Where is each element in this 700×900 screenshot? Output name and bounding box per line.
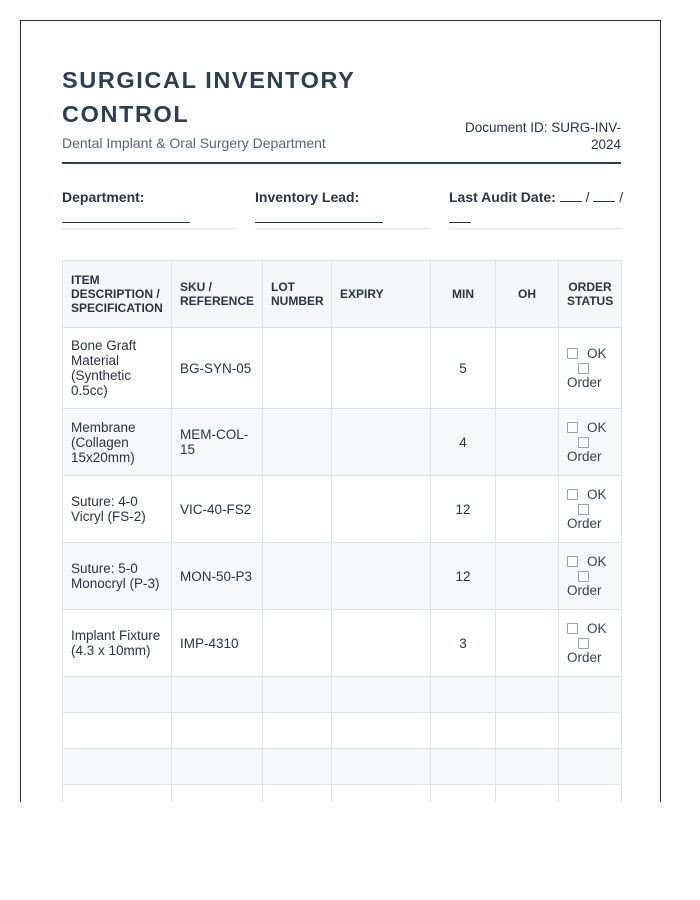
blank-cell[interactable] [496, 713, 559, 749]
order-checkbox[interactable] [578, 437, 589, 448]
blank-cell[interactable] [172, 749, 263, 785]
table-header-row [63, 261, 622, 328]
order-label: Order [567, 449, 602, 464]
field-underline [62, 228, 237, 229]
table-row [63, 476, 622, 543]
order-label: Order [567, 375, 602, 390]
blank-cell[interactable] [431, 713, 496, 749]
expiry-cell[interactable] [332, 610, 431, 677]
lot-cell[interactable] [263, 409, 332, 476]
page-subtitle: Dental Implant & Oral Surgery Department [62, 135, 326, 151]
blank-table-row [63, 713, 622, 749]
blank-cell[interactable] [63, 749, 172, 785]
expiry-cell[interactable] [332, 328, 431, 409]
blank-cell[interactable] [559, 749, 622, 785]
last-audit-label: Last Audit Date: [449, 189, 556, 205]
ok-label: OK [587, 621, 607, 636]
item-cell: Suture: 4-0 Vicryl (FS-2) [63, 476, 172, 543]
lot-cell[interactable] [263, 610, 332, 677]
audit-day-blank[interactable] [593, 188, 615, 202]
blank-table-row [63, 677, 622, 713]
blank-cell[interactable] [172, 677, 263, 713]
inventory-lead-label: Inventory Lead: [255, 189, 360, 205]
sku-cell: VIC-40-FS2 [172, 476, 263, 543]
date-separator: / [619, 189, 624, 205]
document-id: Document ID: SURG-INV-2024 [464, 120, 621, 152]
min-cell: 4 [431, 409, 496, 476]
audit-month-blank[interactable] [560, 188, 582, 202]
order-label: Order [567, 650, 602, 665]
department-field [62, 187, 237, 229]
blank-cell[interactable] [63, 785, 172, 803]
inventory-table [62, 260, 622, 802]
header-oh: OH [496, 261, 559, 328]
field-underline [449, 228, 622, 229]
field-underline [255, 228, 430, 229]
order-checkbox[interactable] [578, 638, 589, 649]
blank-cell[interactable] [496, 749, 559, 785]
blank-cell[interactable] [496, 677, 559, 713]
min-cell: 3 [431, 610, 496, 677]
ok-label: OK [587, 487, 607, 502]
on-hand-cell[interactable] [496, 328, 559, 409]
date-separator: / [585, 189, 590, 205]
table-row [63, 610, 622, 677]
blank-cell[interactable] [63, 713, 172, 749]
item-cell: Bone Graft Material (Synthetic 0.5cc) [63, 328, 172, 409]
order-status-cell [559, 476, 622, 543]
blank-cell[interactable] [431, 785, 496, 803]
ok-checkbox[interactable] [567, 489, 578, 500]
expiry-cell[interactable] [332, 543, 431, 610]
header-sku: SKU / REFERENCE [172, 261, 263, 328]
order-checkbox[interactable] [578, 571, 589, 582]
order-checkbox[interactable] [578, 504, 589, 515]
header-divider [62, 162, 621, 164]
inventory-sheet [20, 20, 661, 802]
header-item: ITEM DESCRIPTION / SPECIFICATION [63, 261, 172, 328]
blank-table-row [63, 785, 622, 803]
sku-cell: MON-50-P3 [172, 543, 263, 610]
last-audit-field [449, 187, 624, 229]
order-checkbox[interactable] [578, 363, 589, 374]
page-title: SURGICAL INVENTORY CONTROL [62, 67, 356, 127]
min-cell: 5 [431, 328, 496, 409]
blank-cell[interactable] [172, 785, 263, 803]
sku-cell: BG-SYN-05 [172, 328, 263, 409]
blank-table-row [63, 749, 622, 785]
order-status-cell [559, 328, 622, 409]
order-status-cell [559, 610, 622, 677]
header-expiry: EXPIRY [332, 261, 431, 328]
blank-cell[interactable] [559, 785, 622, 803]
on-hand-cell[interactable] [496, 476, 559, 543]
inventory-lead-field [255, 187, 430, 229]
header-min: MIN [431, 261, 496, 328]
on-hand-cell[interactable] [496, 610, 559, 677]
header-status: ORDER STATUS [559, 261, 622, 328]
expiry-cell[interactable] [332, 476, 431, 543]
lot-cell[interactable] [263, 543, 332, 610]
ok-checkbox[interactable] [567, 348, 578, 359]
ok-checkbox[interactable] [567, 422, 578, 433]
min-cell: 12 [431, 543, 496, 610]
blank-cell[interactable] [431, 749, 496, 785]
order-status-cell [559, 409, 622, 476]
item-cell: Membrane (Collagen 15x20mm) [63, 409, 172, 476]
inventory-lead-input-line[interactable] [255, 209, 383, 223]
order-status-cell [559, 543, 622, 610]
blank-cell[interactable] [332, 785, 431, 803]
sku-cell: IMP-4310 [172, 610, 263, 677]
blank-cell[interactable] [431, 677, 496, 713]
lot-cell[interactable] [263, 328, 332, 409]
item-cell: Suture: 5-0 Monocryl (P-3) [63, 543, 172, 610]
on-hand-cell[interactable] [496, 543, 559, 610]
blank-cell[interactable] [332, 677, 431, 713]
blank-cell[interactable] [332, 713, 431, 749]
blank-cell[interactable] [559, 677, 622, 713]
min-cell: 12 [431, 476, 496, 543]
blank-cell[interactable] [63, 677, 172, 713]
table-row [63, 543, 622, 610]
table-row [63, 409, 622, 476]
blank-cell[interactable] [559, 713, 622, 749]
header-lot: LOT NUMBER [263, 261, 332, 328]
expiry-cell[interactable] [332, 409, 431, 476]
ok-label: OK [587, 554, 607, 569]
department-label: Department: [62, 189, 145, 205]
lot-cell[interactable] [263, 476, 332, 543]
ok-label: OK [587, 420, 607, 435]
ok-label: OK [587, 346, 607, 361]
blank-cell[interactable] [496, 785, 559, 803]
blank-cell[interactable] [263, 749, 332, 785]
table-row [63, 328, 622, 409]
blank-cell[interactable] [332, 749, 431, 785]
blank-cell[interactable] [263, 785, 332, 803]
item-cell: Implant Fixture (4.3 x 10mm) [63, 610, 172, 677]
order-label: Order [567, 583, 602, 598]
ok-checkbox[interactable] [567, 556, 578, 567]
blank-cell[interactable] [172, 713, 263, 749]
on-hand-cell[interactable] [496, 409, 559, 476]
blank-cell[interactable] [263, 713, 332, 749]
audit-year-blank[interactable] [449, 209, 471, 223]
sku-cell: MEM-COL-15 [172, 409, 263, 476]
order-label: Order [567, 516, 602, 531]
blank-cell[interactable] [263, 677, 332, 713]
ok-checkbox[interactable] [567, 623, 578, 634]
department-input-line[interactable] [62, 209, 190, 223]
